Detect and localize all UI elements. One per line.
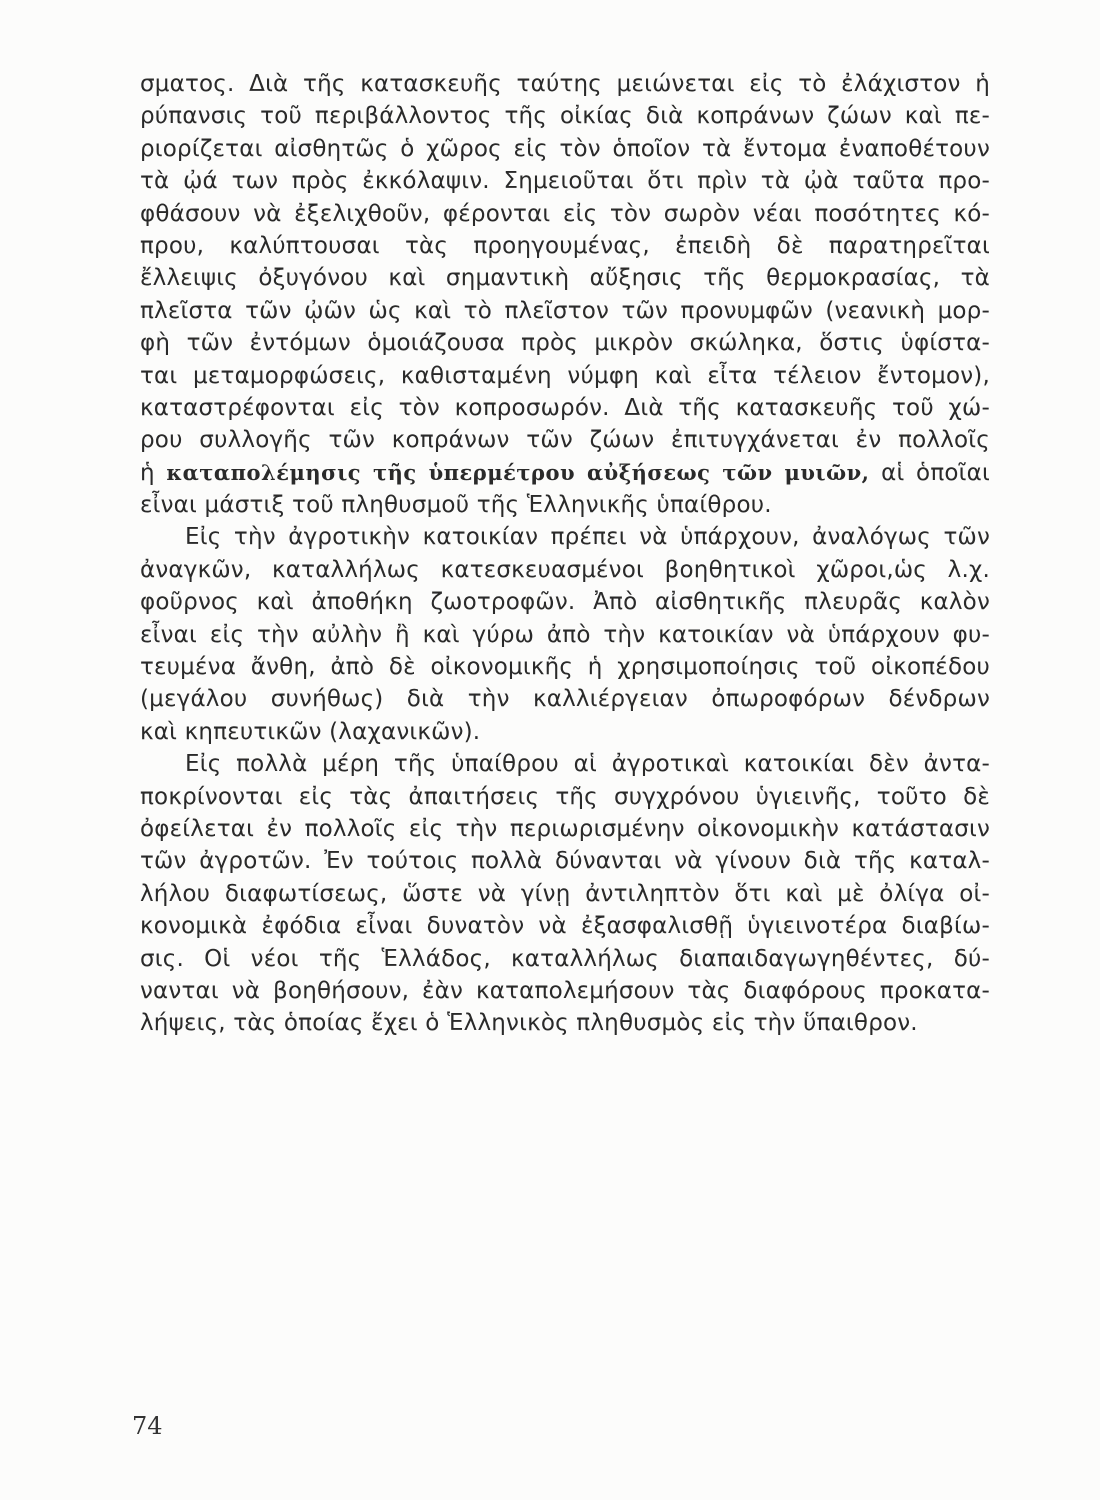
text-line: τῶν ἀγροτῶν. Ἐν τούτοις πολλὰ δύνανται νὰ γίνουν διὰ τῆς καταλ- bbox=[140, 848, 990, 875]
text-line: ται μεταμορφώσεις, καθισταμένη νύμφη καὶ εἶτα τέλειον ἔντομον), bbox=[140, 362, 990, 389]
text-line: φὴ τῶν ἐντόμων ὁμοιάζουσα πρὸς μικρὸν σκώληκα, ὅστις ὑφίστα- bbox=[140, 330, 990, 357]
text-line: σματος. Διὰ τῆς κατασκευῆς ταύτης μειώνεται εἰς τὸ ἐλάχιστον ἡ bbox=[140, 71, 990, 97]
text-line: ρου συλλογῆς τῶν κοπράνων τῶν ζώων ἐπιτυγχάνεται ἐν πολλοῖς bbox=[140, 427, 990, 454]
line-pre: ἡ bbox=[140, 459, 167, 486]
text-line: ριορίζεται αἰσθητῶς ὁ χῶρος εἰς τὸν ὁποῖον τὰ ἔντομα ἐναποθέτουν bbox=[140, 135, 990, 162]
text-line: λήλου διαφωτίσεως, ὥστε νὰ γίνῃ ἀντιληπτὸν ὅτι καὶ μὲ ὀλίγα οἰ- bbox=[140, 880, 990, 907]
text-line: πλεῖστα τῶν ᾠῶν ὡς καὶ τὸ πλεῖστον τῶν προνυμφῶν (νεανικὴ μορ- bbox=[140, 297, 990, 324]
text-line: νανται νὰ βοηθήσουν, ἐὰν καταπολεμήσουν τὰς διαφόρους προκατα- bbox=[140, 977, 990, 1004]
paragraph-start-line: Εἰς πολλὰ μέρη τῆς ὑπαίθρου αἱ ἀγροτικαὶ κατοικίαι δὲν ἀντα- bbox=[185, 751, 990, 778]
body-text bbox=[140, 68, 990, 1040]
text-line: καταστρέφονται εἰς τὸν κοπροσωρόν. Διὰ τῆς κατασκευῆς τοῦ χώ- bbox=[140, 394, 990, 421]
text-line: τευμένα ἄνθη, ἀπὸ δὲ οἰκονομικῆς ἡ χρησιμοποίησις τοῦ οἰκοπέδου bbox=[140, 654, 990, 681]
text-line: πρου, καλύπτουσαι τὰς προηγουμένας, ἐπειδὴ δὲ παρατηρεῖται bbox=[140, 232, 990, 259]
paragraph-start-line: Εἰς τὴν ἀγροτικὴν κατοικίαν πρέπει νὰ ὑπάρχουν, ἀναλόγως τῶν bbox=[185, 524, 990, 551]
text-line: τὰ ᾠά των πρὸς ἐκκόλαψιν. Σημειοῦται ὅτι πρὶν τὰ ᾠὰ ταῦτα προ- bbox=[140, 168, 990, 195]
text-line: εἶναι μάστιξ τοῦ πληθυσμοῦ τῆς Ἑλληνικῆς ὑπαίθρου. bbox=[140, 492, 772, 519]
text-line-emphasis bbox=[140, 457, 990, 489]
text-line: εἶναι εἰς τὴν αὐλὴν ἢ καὶ γύρω ἀπὸ τὴν κατοικίαν νὰ ὑπάρχουν φυ- bbox=[140, 621, 990, 648]
text-line: ἀναγκῶν, καταλλήλως κατεσκευασμένοι βοηθητικοὶ χῶροι,ὡς λ.χ. bbox=[140, 556, 990, 583]
text-line: φοῦρνος καὶ ἀποθήκη ζωοτροφῶν. Ἀπὸ αἰσθητικῆς πλευρᾶς καλὸν bbox=[140, 589, 990, 616]
text-line: ὀφείλεται ἐν πολλοῖς εἰς τὴν περιωρισμένην οἰκονομικὴν κατάστασιν bbox=[140, 815, 990, 842]
text-line: ρύπανσις τοῦ περιβάλλοντος τῆς οἰκίας διὰ κοπράνων ζώων καὶ πε- bbox=[140, 103, 990, 130]
page-number: 74 bbox=[132, 1412, 163, 1440]
text-line: κονομικὰ ἐφόδια εἶναι δυνατὸν νὰ ἐξασφαλισθῇ ὑγιεινοτέρα διαβίω- bbox=[140, 913, 990, 940]
text-line: φθάσουν νὰ ἐξελιχθοῦν, φέρονται εἰς τὸν σωρὸν νέαι ποσότητες κό- bbox=[140, 200, 990, 227]
text-line: ποκρίνονται εἰς τὰς ἀπαιτήσεις τῆς συγχρόνου ὑγιεινῆς, τοῦτο δὲ bbox=[140, 783, 990, 810]
text-line: ἔλλειψις ὀξυγόνου καὶ σημαντικὴ αὔξησις τῆς θερμοκρασίας, τὰ bbox=[140, 265, 990, 292]
bold-phrase: καταπολέμησις τῆς ὑπερμέτρου αὐξήσεως τῶν μυιῶν, bbox=[166, 459, 870, 485]
line-post: αἱ ὁποῖαι bbox=[869, 459, 990, 486]
text-line: λήψεις, τὰς ὁποίας ἔχει ὁ Ἑλληνικὸς πληθυσμὸς εἰς τὴν ὕπαιθρον. bbox=[140, 1010, 918, 1037]
text-line: καὶ κηπευτικῶν (λαχανικῶν). bbox=[140, 718, 481, 745]
text-line: (μεγάλου συνήθως) διὰ τὴν καλλιέργειαν ὀπωροφόρων δένδρων bbox=[140, 686, 990, 713]
text-line: σις. Οἱ νέοι τῆς Ἑλλάδος, καταλλήλως διαπαιδαγωγηθέντες, δύ- bbox=[140, 945, 990, 972]
